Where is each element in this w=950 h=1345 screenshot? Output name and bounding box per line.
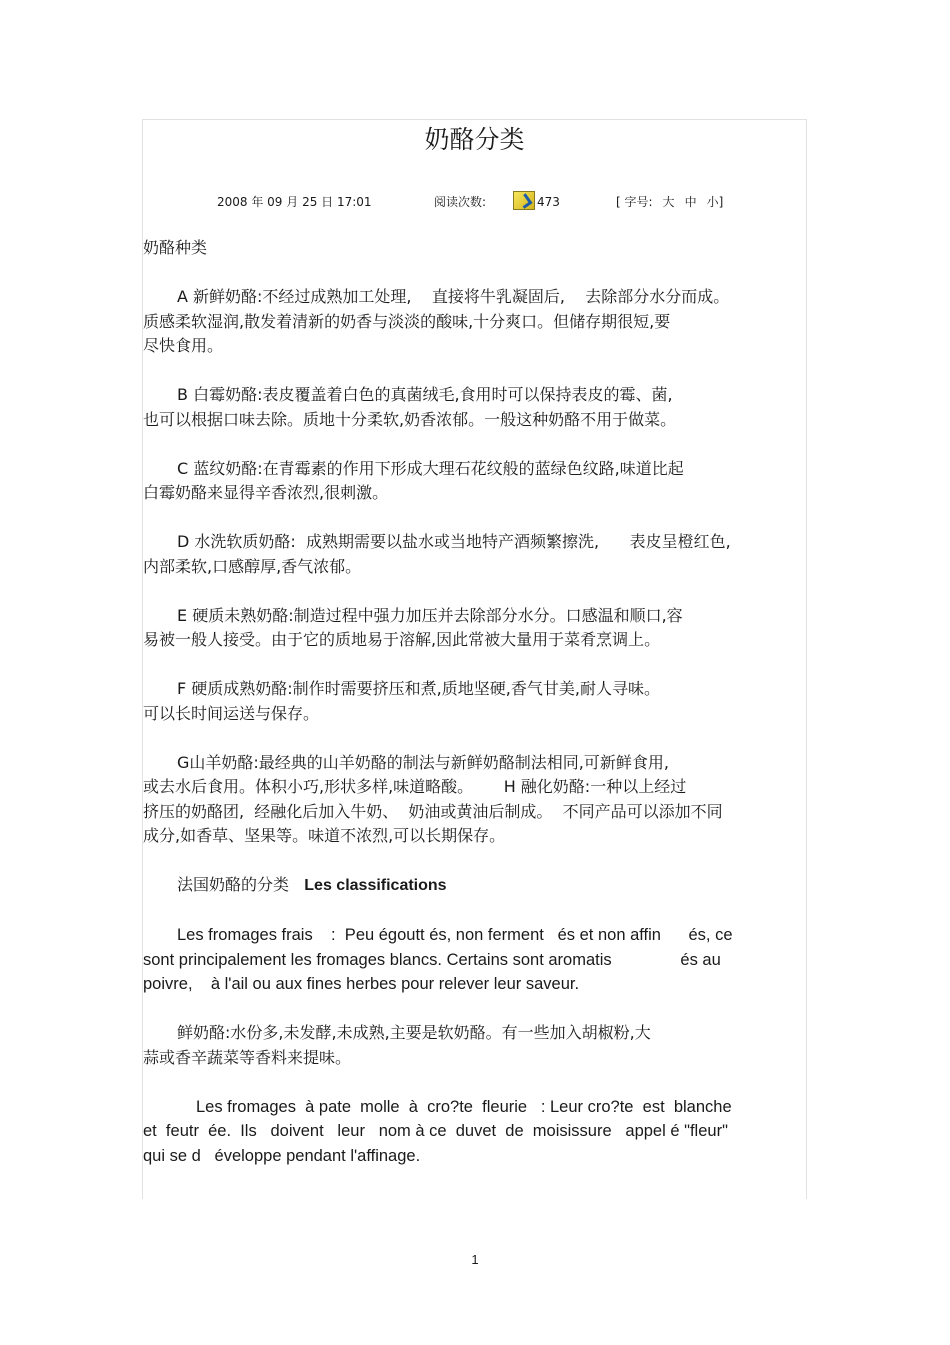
- paragraph-e-line-2: 易被一般人接受。由于它的质地易于溶解,因此常被大量用于菜肴烹调上。: [143, 630, 661, 649]
- page-number: 1: [471, 1252, 479, 1267]
- paragraph-g-line-1: G山羊奶酪:最经典的山羊奶酪的制法与新鲜奶酪制法相同,可新鲜食用,: [177, 752, 669, 772]
- publish-date: 2008 年 09 月 25 日 17:01: [217, 195, 372, 209]
- paragraph-e-line-1: E 硬质未熟奶酪:制造过程中强力加压并去除部分水分。口感温和顺口,容: [177, 605, 683, 625]
- font-size-medium-link[interactable]: 中: [684, 195, 697, 209]
- paragraph-a-line-2: 质感柔软湿润,散发着清新的奶香与淡淡的酸味,十分爽口。但储存期很短,要: [143, 311, 671, 331]
- paragraph-f-line-2: 可以长时间运送与保存。: [143, 703, 320, 723]
- molle-en-line-2: et feutr ée. Ils doivent leur nom à ce duvet de moisissure appel é "fleur": [143, 1122, 728, 1140]
- read-count-label: 阅读次数:: [434, 195, 487, 209]
- paragraph-g-line-2: 或去水后食用。体积小巧,形状多样,味道略酸。 H 融化奶酪:一种以上经过: [143, 777, 687, 796]
- french-heading-en: Les classifications: [304, 877, 447, 894]
- reader-counter-icon: [513, 191, 535, 210]
- font-size-switcher: [616, 192, 723, 212]
- frais-zh-line-1: 鲜奶酪:水份多,未发酵,未成熟,主要是软奶酪。有一些加入胡椒粉,大: [177, 1023, 651, 1042]
- paragraph-g-line-3: 挤压的奶酪团, 经融化后加入牛奶、 奶油或黄油后制成。 不同产品可以添加不同: [143, 801, 723, 821]
- frais-en-line-1: Les fromages frais : Peu égoutt és, non ferment és et non affin és, ce: [177, 926, 733, 944]
- paragraph-g-line-4: 成分,如香草、坚果等。味道不浓烈,可以长期保存。: [143, 826, 506, 845]
- frais-en-line-2: sont principalement les fromages blancs. Certains sont aromatis és au: [143, 950, 721, 969]
- article-body: [143, 236, 805, 1168]
- section-heading: 奶酪种类: [143, 238, 208, 257]
- french-classification-heading: [143, 873, 805, 899]
- paragraph-f-line-1: F 硬质成熟奶酪:制作时需要挤压和煮,质地坚硬,香气甘美,耐人寻味。: [177, 679, 660, 698]
- page-title: 奶酪分类: [424, 125, 525, 154]
- frais-zh-line-2: 蒜或香辛蔬菜等香料来提味。: [143, 1047, 352, 1067]
- paragraph-a-line-1: A 新鲜奶酪:不经过成熟加工处理, 直接将牛乳凝固后, 去除部分水分而成。: [177, 287, 730, 306]
- font-size-large-link[interactable]: 大: [662, 195, 675, 209]
- molle-en-line-1: Les fromages à pate molle à cro?te fleurie : Leur cro?te est blanche: [196, 1097, 732, 1116]
- font-size-label: [ 字号:: [616, 195, 653, 209]
- molle-en-line-3: qui se d éveloppe pendant l'affinage.: [143, 1146, 421, 1165]
- paragraph-b-line-2: 也可以根据口味去除。质地十分柔软,奶香浓郁。一般这种奶酪不用于做菜。: [143, 409, 677, 429]
- paragraph-a-line-3: 尽快食用。: [143, 336, 224, 355]
- french-heading-zh: 法国奶酪的分类: [177, 875, 290, 894]
- article-meta: [142, 192, 807, 212]
- read-count-value: 473: [537, 195, 560, 209]
- paragraph-d-line-1: D 水洗软质奶酪: 成熟期需要以盐水或当地特产酒频繁擦洗, 表皮呈橙红色,: [177, 532, 731, 551]
- paragraph-d-line-2: 内部柔软,口感醇厚,香气浓郁。: [143, 556, 362, 576]
- font-size-small-link[interactable]: 小]: [706, 195, 724, 209]
- paragraph-c-line-1: C 蓝纹奶酪:在青霉素的作用下形成大理石花纹般的蓝绿色纹路,味道比起: [177, 458, 684, 478]
- paragraph-b-line-1: B 白霉奶酪:表皮覆盖着白色的真菌绒毛,食用时可以保持表皮的霉、菌,: [177, 385, 673, 404]
- frais-en-line-3: poivre, à l'ail ou aux fines herbes pour relever leur saveur.: [143, 975, 580, 993]
- paragraph-c-line-2: 白霉奶酪来显得辛香浓烈,很刺激。: [143, 483, 389, 502]
